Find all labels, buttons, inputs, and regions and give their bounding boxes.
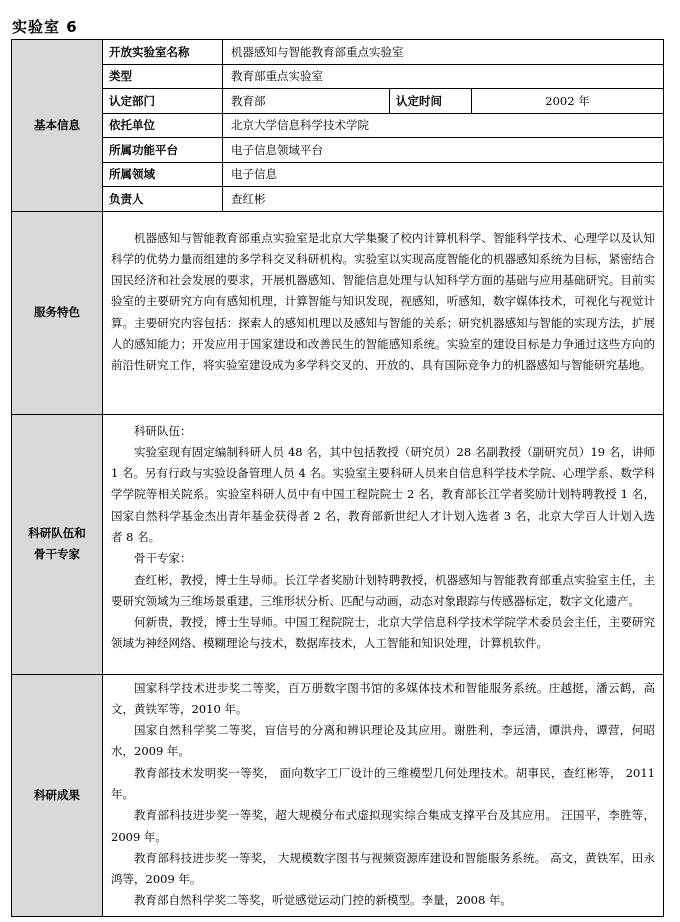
basic-info-label: 基本信息 [12, 40, 103, 212]
results-text [103, 674, 664, 916]
team-heading: 科研队伍： [134, 423, 192, 438]
result-item: 国家自然科学奖二等奖，盲信号的分离和辨识理论及其应用。谢胜利，李远清，谭洪舟，谭营，何昭水，2009 年。 [111, 723, 655, 759]
accrediting-dept-value: 教育部 [223, 89, 390, 114]
team-label-line2: 骨干专家 [34, 547, 80, 561]
director-value: 查红彬 [223, 187, 664, 212]
service-paragraph: 机器感知与智能教育部重点实验室是北京大学集聚了校内计算机科学、智能科学技术、心理学以及认知科学的优势力量而组建的多学科交叉科研机构。实验室以实现高度智能化的机器感知系统为目标，紧密结合国民经济和社会发展的要求，开展机器感知、智能信息处理与认知科学方面的基础与应用基础研究。目前实验室的主要研究方向有感知机理，计算智能与知识发现，视感知，听感知，数字媒体技术，可视化与视觉计算。主要研究内容包括：探索人的感知机理以及感知与智能的关系；研究机器感知与智能的实现方法，扩展人的感知能力；开发应用于国家建设和改善民生的智能感知系统。实验室的建设目标是力争通过这些方向的前沿性研究工作，将实验室建设成为多学科交叉的、开放的、具有国际竞争力的机器感知与智能研究基地。 [111, 230, 655, 373]
director-label: 负责人 [103, 187, 223, 212]
type-value: 教育部重点实验室 [223, 64, 664, 89]
expert-paragraph: 查红彬，教授，博士生导师。长江学者奖励计划特聘教授，机器感知与智能教育部重点实验室主任，主要研究领域为三维场景重建，三维形状分析、匹配与动画，动态对象跟踪与传感器标定，数字文化遗产。 [111, 572, 655, 608]
experts-heading: 骨干专家： [134, 551, 192, 566]
service-features-text [103, 211, 664, 414]
lab-info-table [11, 39, 664, 917]
accrediting-dept-label: 认定部门 [103, 89, 223, 114]
results-label: 科研成果 [12, 674, 103, 916]
service-features-label: 服务特色 [12, 211, 103, 414]
lab-name-label: 开放实验室名称 [103, 40, 223, 65]
team-label [12, 414, 103, 674]
team-label-line1: 科研队伍和 [28, 526, 86, 540]
result-item: 教育部科技进步奖一等奖， 大规模数字图书与视频资源库建设和智能服务系统。 高文，黄铁军，田永鸿等，2009 年。 [111, 850, 655, 887]
host-unit-value: 北京大学信息科学技术学院 [223, 113, 664, 138]
team-text [103, 414, 664, 674]
page-title: 实验室 6 [12, 18, 78, 36]
accreditation-time-label: 认定时间 [390, 89, 472, 114]
host-unit-label: 依托单位 [103, 113, 223, 138]
result-item: 教育部自然科学奖二等奖，听觉感觉运动门控的新模型。李量，2008 年。 [134, 893, 512, 908]
type-label: 类型 [103, 64, 223, 89]
result-item: 教育部科技进步奖一等奖，超大规模分布式虚拟现实综合集成支撑平台及其应用。 汪国平，李胜等， 2009 年。 [111, 808, 655, 844]
team-paragraph: 实验室现有固定编制科研人员 48 名，其中包括教授（研究员）28 名副教授（副研究员）19 名，讲师 1 名。另有行政与实验设备管理人员 4 名。实验室主要科研人员来自信息科学技术学院、心理学系、数学科学学院等相关院系。实验室科研人员中有中国工程院院士 2 名，教育部长江学者奖励计划特聘教授 1 名，国家自然科学基金杰出青年基金获得者 2 名，教育部新世纪人才计划入选者 3 名，北京大学百人计划入选者 8 名。 [111, 444, 655, 544]
platform-label: 所属功能平台 [103, 138, 223, 163]
result-item: 教育部技术发明奖一等奖， 面向数字工厂设计的三维模型几何处理技术。胡事民，查红彬等， 2011 年。 [111, 765, 655, 801]
field-label: 所属领域 [103, 162, 223, 187]
accreditation-time-value: 2002 年 [472, 89, 664, 114]
expert-paragraph: 何新贵，教授，博士生导师。中国工程院院士，北京大学信息科学技术学院学术委员会主任，主要研究领域为神经网络、模糊理论与技术，数据库技术，人工智能和知识处理，计算机软件。 [111, 615, 655, 651]
field-value: 电子信息 [223, 162, 664, 187]
lab-name-value: 机器感知与智能教育部重点实验室 [223, 40, 664, 65]
result-item: 国家科学技术进步奖二等奖，百万册数字图书馆的多媒体技术和智能服务系统。庄越挺，潘云鹤，高文，黄铁军等，2010 年。 [111, 680, 655, 716]
platform-value: 电子信息领域平台 [223, 138, 664, 163]
